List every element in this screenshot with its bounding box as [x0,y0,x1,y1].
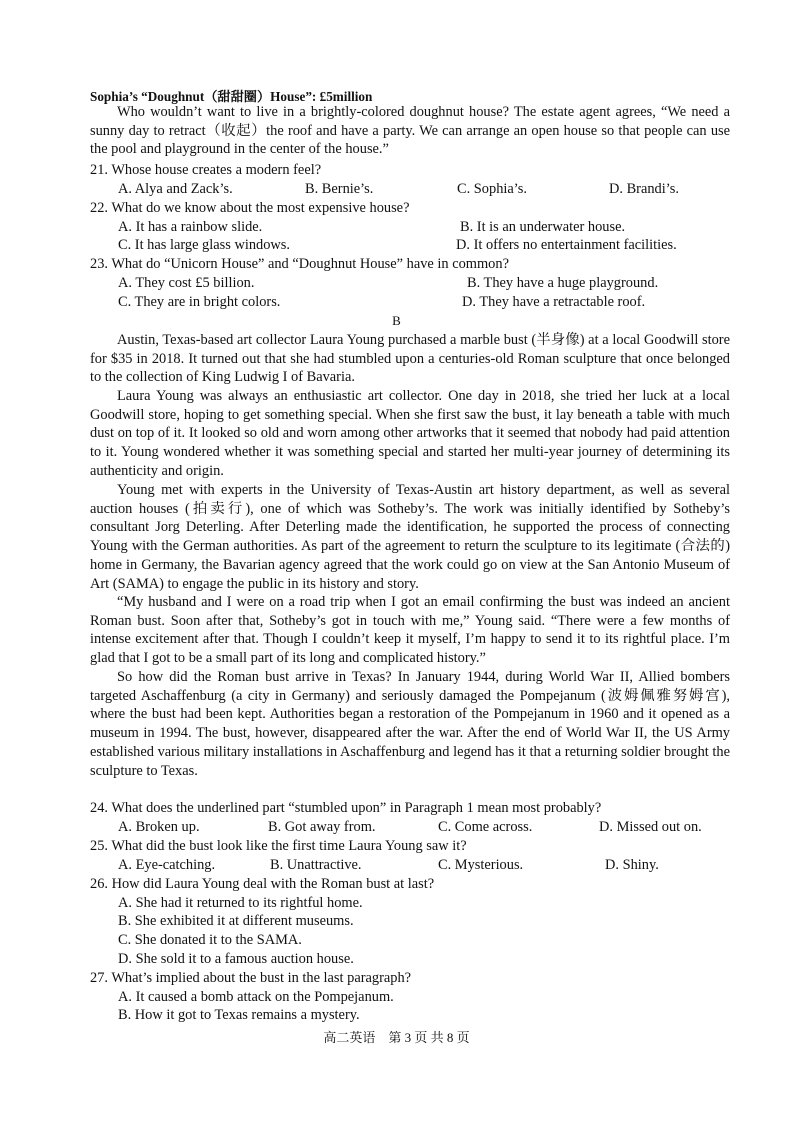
passage-b-label: B [392,313,401,328]
passage-b-paragraph-5: So how did the Roman bust arrive in Texas? In January 1944, during World War II, Allied bombers targeted Aschaffenburg (a city in Germany) and seriously damaged the Pompejanum (波姆佩雅努姆宫), where the bust had been kept. Authorities began a restoration of the Pompejanum in 1960 and it opened as a museum in 1994. The bust, however, disappeared after the war. After the end of World War II, the US Army established various military installations in Aschaffenburg and legend has it that a returning soldier brought the sculpture to Texas. [90,669,730,779]
question-22-option-c: C. It has large glass windows. [118,237,291,253]
question-24-option-b: B. Got away from. [268,819,376,835]
question-25-option-a: A. Eye-catching. [118,857,216,873]
question-25-option-d: D. Shiny. [605,857,659,873]
question-21-option-a: A. Alya and Zack’s. [118,181,233,197]
question-21-option-c: C. Sophia’s. [457,181,527,197]
question-24-option-a: A. Broken up. [118,819,200,835]
question-24-stem: 24. What does the underlined part “stumbled upon” in Paragraph 1 mean most probably? [90,800,602,816]
question-27-stem: 27. What’s implied about the bust in the last paragraph? [90,970,412,986]
question-23-option-b: B. They have a huge playground. [467,275,659,291]
question-26-option-a: A. She had it returned to its rightful home. [118,895,363,911]
question-21-option-d: D. Brandi’s. [609,181,679,197]
question-21-stem: 21. Whose house creates a modern feel? [90,162,322,178]
question-21-option-b: B. Bernie’s. [305,181,374,197]
question-25-option-b: B. Unattractive. [270,857,362,873]
question-24-option-c: C. Come across. [438,819,533,835]
question-26-option-c: C. She donated it to the SAMA. [118,932,302,948]
question-25-stem: 25. What did the bust look like the first time Laura Young saw it? [90,838,467,854]
question-26-option-b: B. She exhibited it at different museums. [118,913,354,929]
question-26-stem: 26. How did Laura Young deal with the Roman bust at last? [90,876,435,892]
question-22-option-d: D. It offers no entertainment facilities. [456,237,677,253]
passage-b-paragraph-4: “My husband and I were on a road trip when I got an email confirming the bust was indeed an ancient Roman bust. Soon after that, Sotheby’s got in touch with me,” Young said. “There were a few months of intense excitement after that. Though I couldn’t keep it myself, I’m happy to send it to its rightful place. I’m glad that I got to be a small part of its long and complicated history.” [90,594,730,667]
question-22-stem: 22. What do we know about the most expensive house? [90,200,410,216]
passage-a-title: Sophia’s “Doughnut（甜甜圈）House”: £5million [90,89,373,104]
question-23-option-c: C. They are in bright colors. [118,294,281,310]
page-footer: 高二英语 第 3 页 共 8 页 [323,1030,470,1045]
question-24-option-d: D. Missed out on. [599,819,702,835]
passage-b-paragraph-2: Laura Young was always an enthusiastic art collector. One day in 2018, she tried her luck at a local Goodwill store, hoping to get something special. When she first saw the bust, it lay beneath a table with much dust on top of it. It looked so old and worn among other artworks that it seemed that nobody had paid attention to it. Young wondered whether it was something special and started her multi-year journey of determining its authenticity and origin. [90,388,730,479]
question-23-option-d: D. They have a retractable roof. [462,294,646,310]
passage-b-paragraph-1: Austin, Texas-based art collector Laura Young purchased a marble bust (半身像) at a local Goodwill store for $35 in 2018. It turned out that she had stumbled upon a centuries-old Roman sculpture that once belonged to the collection of King Ludwig I of Bavaria. [90,332,730,386]
question-27-option-b: B. How it got to Texas remains a mystery. [118,1007,360,1023]
question-22-option-b: B. It is an underwater house. [460,219,626,235]
passage-b-paragraph-3: Young met with experts in the University of Texas-Austin art history department, as well as several auction houses (拍卖行), one of which was Sotheby’s. The work was initially identified by Sotheby’s consultant Jorg Deterling. After Deterling made the identification, he supported the process of connecting Young with the German authorities. As part of the agreement to return the sculpture to its legitimate (合法的) home in Germany, the Bavarian agency agreed that the work could go on view at the San Antonio Museum of Art (SAMA) to engage the public in its history and story. [90,482,730,592]
question-27-option-a: A. It caused a bomb attack on the Pompejanum. [118,989,394,1005]
question-23-stem: 23. What do “Unicorn House” and “Doughnut House” have in common? [90,256,509,272]
question-25-option-c: C. Mysterious. [438,857,524,873]
question-23-option-a: A. They cost £5 billion. [118,275,255,291]
question-26-option-d: D. She sold it to a famous auction house. [118,951,354,967]
passage-a-paragraph: Who wouldn’t want to live in a brightly-colored doughnut house? The estate agent agrees, “We need a sunny day to retract（收起）the roof and have a party. We can arrange an open house so that people can use the pool and playground in the center of the house.” [90,104,730,158]
question-22-option-a: A. It has a rainbow slide. [118,219,263,235]
